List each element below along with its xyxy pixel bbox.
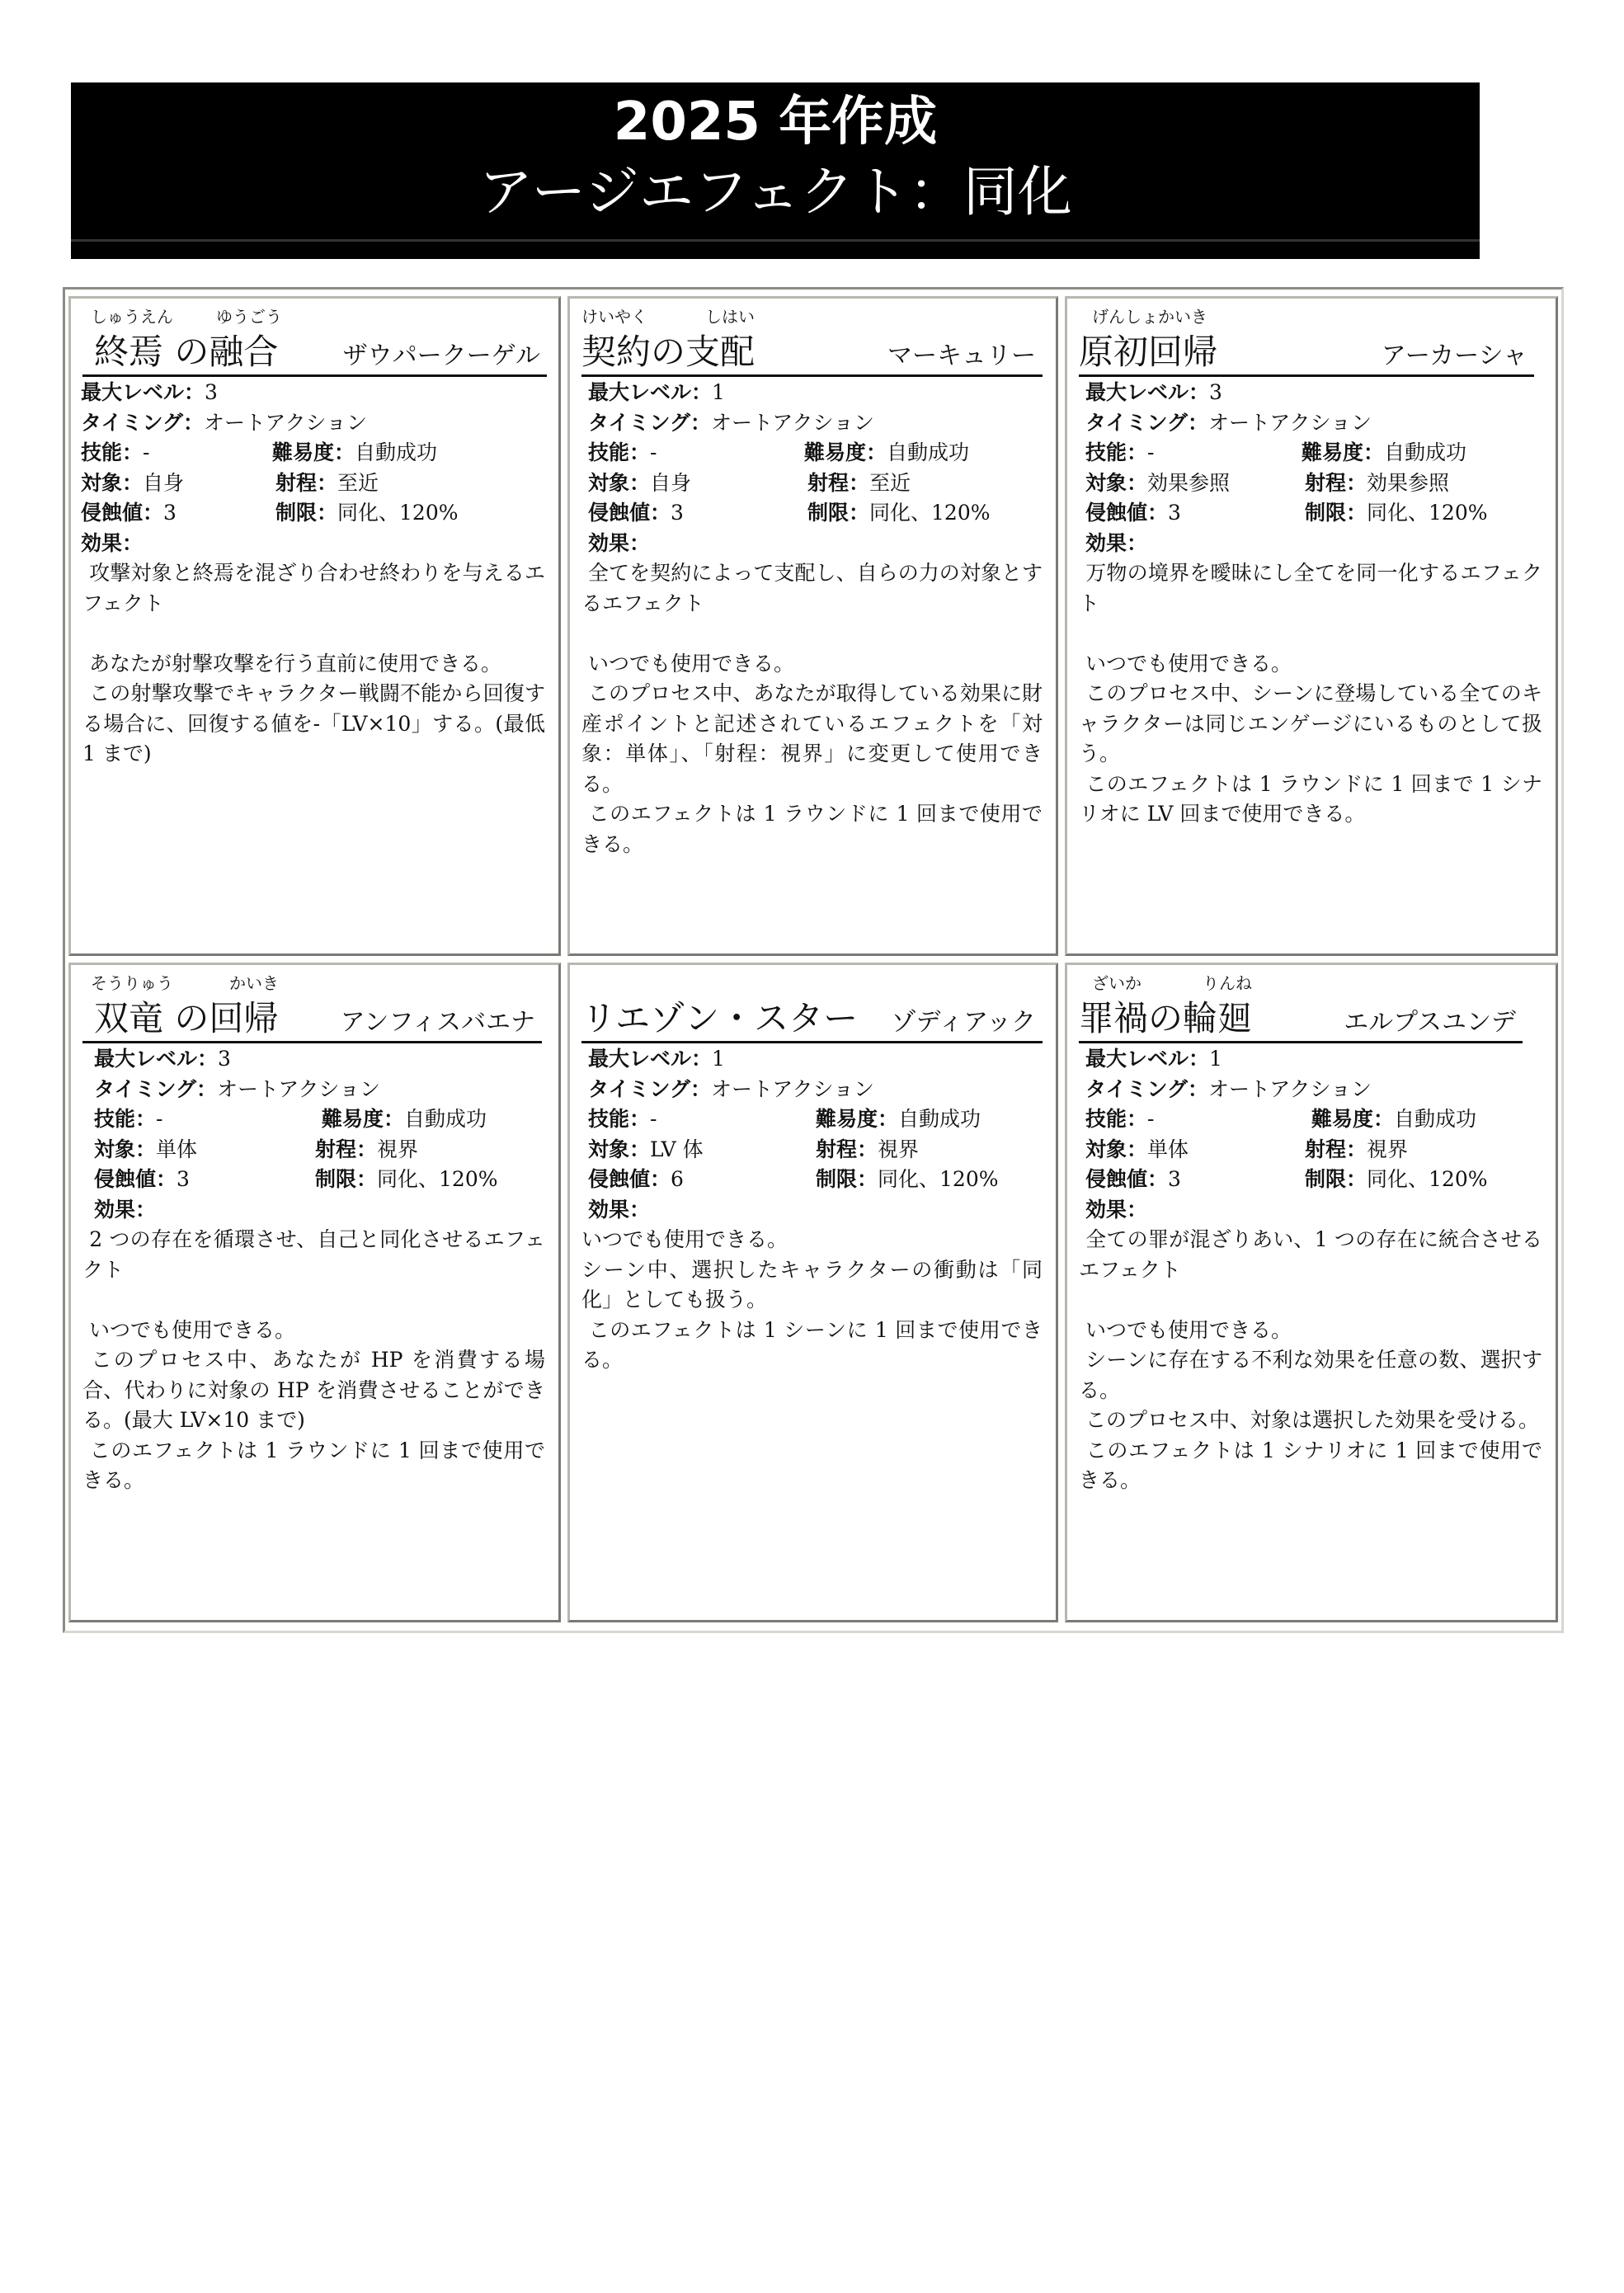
skill-value: - <box>650 440 657 464</box>
max-level-value: 1 <box>712 1047 725 1071</box>
difficulty-value: 自動成功 <box>1394 1107 1477 1131</box>
skill-value: - <box>156 1107 163 1131</box>
limit-value: 同化、120% <box>1367 1167 1488 1191</box>
effect-title-line <box>1079 995 1523 1043</box>
erosion-value: 3 <box>671 501 684 525</box>
max-level-value: 1 <box>1209 1047 1222 1071</box>
range-value: 至近 <box>337 470 379 495</box>
creation-year: 2025 年作成 <box>613 92 938 153</box>
effect-stats: 最大レベル：1 タイミング：オートアクション 技能：- 難易度：自動成功 対象：単体 射程：視界 侵蝕値：3 制限：同化、120% 効果： <box>1085 1047 1488 1222</box>
target-value: LV 体 <box>650 1137 704 1161</box>
target-value: 効果参照 <box>1147 470 1231 495</box>
effect-alias: ザウパークーゲル <box>342 341 540 370</box>
effect-title-line <box>82 995 542 1043</box>
timing-value: オートアクション <box>217 1076 381 1101</box>
effect-alias: ゾディアック <box>891 1008 1036 1037</box>
skill-value: - <box>143 440 150 464</box>
effect-card <box>567 963 1058 1622</box>
erosion-value: 3 <box>177 1167 190 1191</box>
limit-value: 同化、120% <box>878 1167 999 1191</box>
effect-stats: 最大レベル：3 タイミング：オートアクション 技能：- 難易度：自動成功 対象：自身 射程：至近 侵蝕値：3 制限：同化、120% 効果： <box>81 380 459 555</box>
effect-name: 終焉 の融合 <box>94 332 279 372</box>
ruby-reading: ざいか <box>1092 973 1142 993</box>
ruby-reading: かいき <box>229 973 279 993</box>
limit-value: 同化、120% <box>869 501 991 525</box>
erosion-value: 6 <box>671 1167 684 1191</box>
effect-stats: 最大レベル：3 タイミング：オートアクション 技能：- 難易度：自動成功 対象：単体 射程：視界 侵蝕値：3 制限：同化、120% 効果： <box>94 1047 498 1222</box>
timing-value: オートアクション <box>711 410 875 435</box>
ruby-reading: りんね <box>1203 973 1252 993</box>
effect-stats: 最大レベル：1 タイミング：オートアクション 技能：- 難易度：自動成功 対象：自身 射程：至近 侵蝕値：3 制限：同化、120% 効果： <box>588 380 991 555</box>
range-value: 至近 <box>869 470 911 495</box>
target-value: 自身 <box>143 470 185 495</box>
effect-description: 全てを契約によって支配し、自らの力の対象とするエフェクト いつでも使用できる。 このプロセス中、あなたが取得している効果に財産ポイントと記述されているエフェクトを「対象：単体」、「射程：視界」に変更して使用できる。 このエフェクトは 1 ラウンドに 1 回まで使用できる。 <box>581 561 1043 856</box>
erosion-value: 3 <box>1168 501 1181 525</box>
effect-alias: アンフィスバエナ <box>340 1008 535 1037</box>
effect-description: いつでも使用できる。 シーン中、選択したキャラクターの衝動は「同化」としても扱う。 このエフェクトは 1 シーンに 1 回まで使用できる。 <box>581 1227 1043 1372</box>
ruby-reading: けいやく <box>581 307 647 327</box>
skill-value: - <box>650 1107 657 1131</box>
effect-alias: アーカーシャ <box>1381 341 1528 370</box>
max-level-value: 3 <box>205 380 218 404</box>
effect-stats: 最大レベル：1 タイミング：オートアクション 技能：- 難易度：自動成功 対象：LV 体 射程：視界 侵蝕値：6 制限：同化、120% 効果： <box>588 1047 999 1222</box>
erosion-value: 3 <box>163 501 177 525</box>
effect-card <box>567 296 1058 956</box>
effect-description: 全ての罪が混ざりあい、1 つの存在に統合させるエフェクト いつでも使用できる。 シーンに存在する不利な効果を任意の数、選択する。 このプロセス中、対象は選択した効果を受ける。 このエフェクトは 1 シナリオに 1 回まで使用できる。 <box>1079 1227 1542 1492</box>
effect-title-line <box>1079 328 1534 377</box>
effect-card <box>68 963 561 1622</box>
document-header <box>71 82 1480 259</box>
range-value: 視界 <box>1367 1137 1409 1161</box>
effect-title-line <box>581 995 1043 1043</box>
difficulty-value: 自動成功 <box>404 1107 487 1131</box>
effect-description: 2 つの存在を循環させ、自己と同化させるエフェクト いつでも使用できる。 このプロセス中、あなたが HP を消費する場合、代わりに対象の HP を消費させることができる。(最大 LV×10 まで) このエフェクトは 1 ラウンドに 1 回まで使用できる。 <box>82 1227 545 1492</box>
timing-value: オートアクション <box>711 1076 875 1101</box>
document-title: アージエフェクト：同化 <box>478 160 1072 224</box>
range-value: 視界 <box>878 1137 920 1161</box>
target-value: 単体 <box>156 1137 198 1161</box>
effect-card <box>1065 963 1558 1622</box>
difficulty-value: 自動成功 <box>887 440 970 464</box>
ruby-reading: しはい <box>705 307 755 327</box>
effect-name: 契約の支配 <box>581 332 756 372</box>
limit-value: 同化、120% <box>337 501 459 525</box>
effect-name: リエゾン・スター <box>581 998 859 1038</box>
effect-alias: マーキュリー <box>887 341 1036 370</box>
effect-name: 原初回帰 <box>1079 332 1218 372</box>
effect-name: 双竜 の回帰 <box>94 998 279 1038</box>
limit-value: 同化、120% <box>377 1167 498 1191</box>
effect-card <box>68 296 561 956</box>
ruby-reading: げんしょかいき <box>1092 307 1207 327</box>
difficulty-value: 自動成功 <box>1384 440 1467 464</box>
skill-value: - <box>1147 1107 1155 1131</box>
ruby-reading: ゆうごう <box>216 307 282 327</box>
limit-value: 同化、120% <box>1367 501 1488 525</box>
effect-title-line <box>82 328 547 377</box>
skill-value: - <box>1147 440 1155 464</box>
effect-name: 罪禍の輪廻 <box>1079 998 1253 1038</box>
effect-stats: 最大レベル：3 タイミング：オートアクション 技能：- 難易度：自動成功 対象：効果参照 射程：効果参照 侵蝕値：3 制限：同化、120% 効果： <box>1085 380 1488 555</box>
difficulty-value: 自動成功 <box>898 1107 981 1131</box>
timing-value: オートアクション <box>1208 1076 1372 1101</box>
timing-value: オートアクション <box>1208 410 1372 435</box>
effect-sheet <box>63 287 1564 1633</box>
ruby-reading: しゅうえん <box>91 307 173 327</box>
max-level-value: 1 <box>712 380 725 404</box>
difficulty-value: 自動成功 <box>355 440 438 464</box>
effect-description: 万物の境界を曖昧にし全てを同一化するエフェクト いつでも使用できる。 このプロセス中、シーンに登場している全てのキャラクターは同じエンゲージにいるものとして扱う。 このエフェクトは 1 ラウンドに 1 回まで 1 シナリオに LV 回まで使用できる。 <box>1079 561 1542 826</box>
max-level-value: 3 <box>218 1047 231 1071</box>
ruby-reading: そうりゅう <box>91 973 173 993</box>
target-value: 単体 <box>1147 1137 1189 1161</box>
target-value: 自身 <box>650 470 692 495</box>
timing-value: オートアクション <box>204 410 368 435</box>
effect-alias: エルプスユンデ <box>1344 1008 1516 1037</box>
range-value: 視界 <box>377 1137 419 1161</box>
header-rule <box>71 239 1480 242</box>
max-level-value: 3 <box>1209 380 1222 404</box>
effect-description: 攻撃対象と終焉を混ざり合わせ終わりを与えるエフェクト あなたが射撃攻撃を行う直前に使用できる。 この射撃攻撃でキャラクター戦闘不能から回復する場合に、回復する値を-「LV×10」する。(最低 1 まで) <box>82 561 545 765</box>
effect-title-line <box>581 328 1043 377</box>
range-value: 効果参照 <box>1367 470 1450 495</box>
effect-card <box>1065 296 1558 956</box>
erosion-value: 3 <box>1168 1167 1181 1191</box>
